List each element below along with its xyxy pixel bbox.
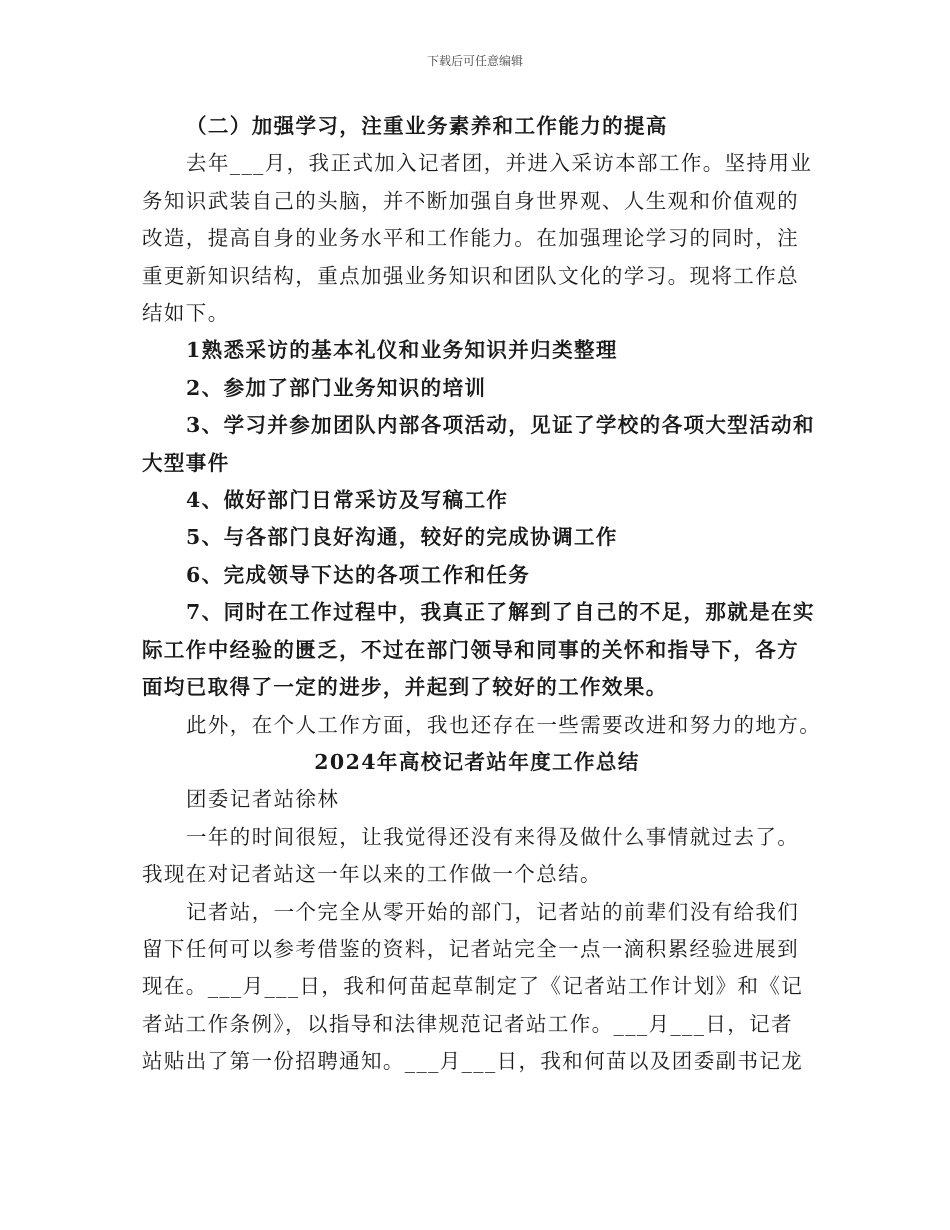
paragraph-line: 我现在对记者站这一年以来的工作做一个总结。	[142, 862, 602, 887]
paragraph-line: 重更新知识结构，重点加强业务知识和团队文化的学习。现将工作总	[142, 263, 799, 288]
paragraph-line: 改造，提高自身的业务水平和工作能力。在加强理论学习的同时，注	[142, 226, 799, 251]
paragraph-line: 记者站，一个完全从零开始的部门，记者站的前辈们没有给我们	[186, 899, 800, 924]
list-item-continuation: 大型事件	[142, 450, 230, 475]
paragraph-line: 留下任何可以参考借鉴的资料，记者站完全一点一滴积累经验进展到	[142, 936, 799, 961]
author-line: 团委记者站徐林	[186, 787, 340, 812]
paragraph-line: 者站工作条例》，以指导和法律规范记者站工作。___月___日，记者	[142, 1011, 793, 1036]
list-item-continuation: 际工作中经验的匮乏，不过在部门领导和同事的关怀和指导下，各方	[142, 637, 799, 662]
paragraph-line: 一年的时间很短，让我觉得还没有来得及做什么事情就过去了。	[186, 824, 800, 849]
document-title: 2024年高校记者站年度工作总结	[314, 749, 640, 774]
list-item: 1熟悉采访的基本礼仪和业务知识并归类整理	[186, 338, 618, 363]
page-header: 下载后可任意编辑	[426, 54, 523, 68]
paragraph-line: 现在。___月___日，我和何苗起草制定了《记者站工作计划》和《记	[142, 974, 804, 999]
list-item: 6、完成领导下达的各项工作和任务	[186, 562, 531, 587]
paragraph-line: 此外，在个人工作方面，我也还存在一些需要改进和努力的地方。	[186, 712, 822, 737]
list-item: 3、学习并参加团队内部各项活动，见证了学校的各项大型活动和	[186, 413, 815, 438]
list-item: 2、参加了部门业务知识的培训	[186, 375, 487, 400]
section-heading: （二）加强学习，注重业务素养和工作能力的提高	[186, 114, 668, 138]
list-item-continuation: 面均已取得了一定的进步，并起到了较好的工作效果。	[142, 675, 668, 700]
paragraph-line: 去年___月，我正式加入记者团，并进入采访本部工作。坚持用业	[186, 151, 813, 176]
document-body	[142, 108, 822, 1081]
list-item: 4、做好部门日常采访及写稿工作	[186, 488, 509, 513]
list-item: 7、同时在工作过程中，我真正了解到了自己的不足，那就是在实	[186, 600, 815, 625]
paragraph-line: 结如下。	[142, 301, 230, 326]
list-item: 5、与各部门良好沟通，较好的完成协调工作	[186, 525, 618, 550]
paragraph-line: 务知识武装自己的头脑，并不断加强自身世界观、人生观和价值观的	[142, 188, 799, 213]
paragraph-line: 站贴出了第一份招聘通知。___月___日，我和何苗以及团委副书记龙	[142, 1049, 804, 1074]
